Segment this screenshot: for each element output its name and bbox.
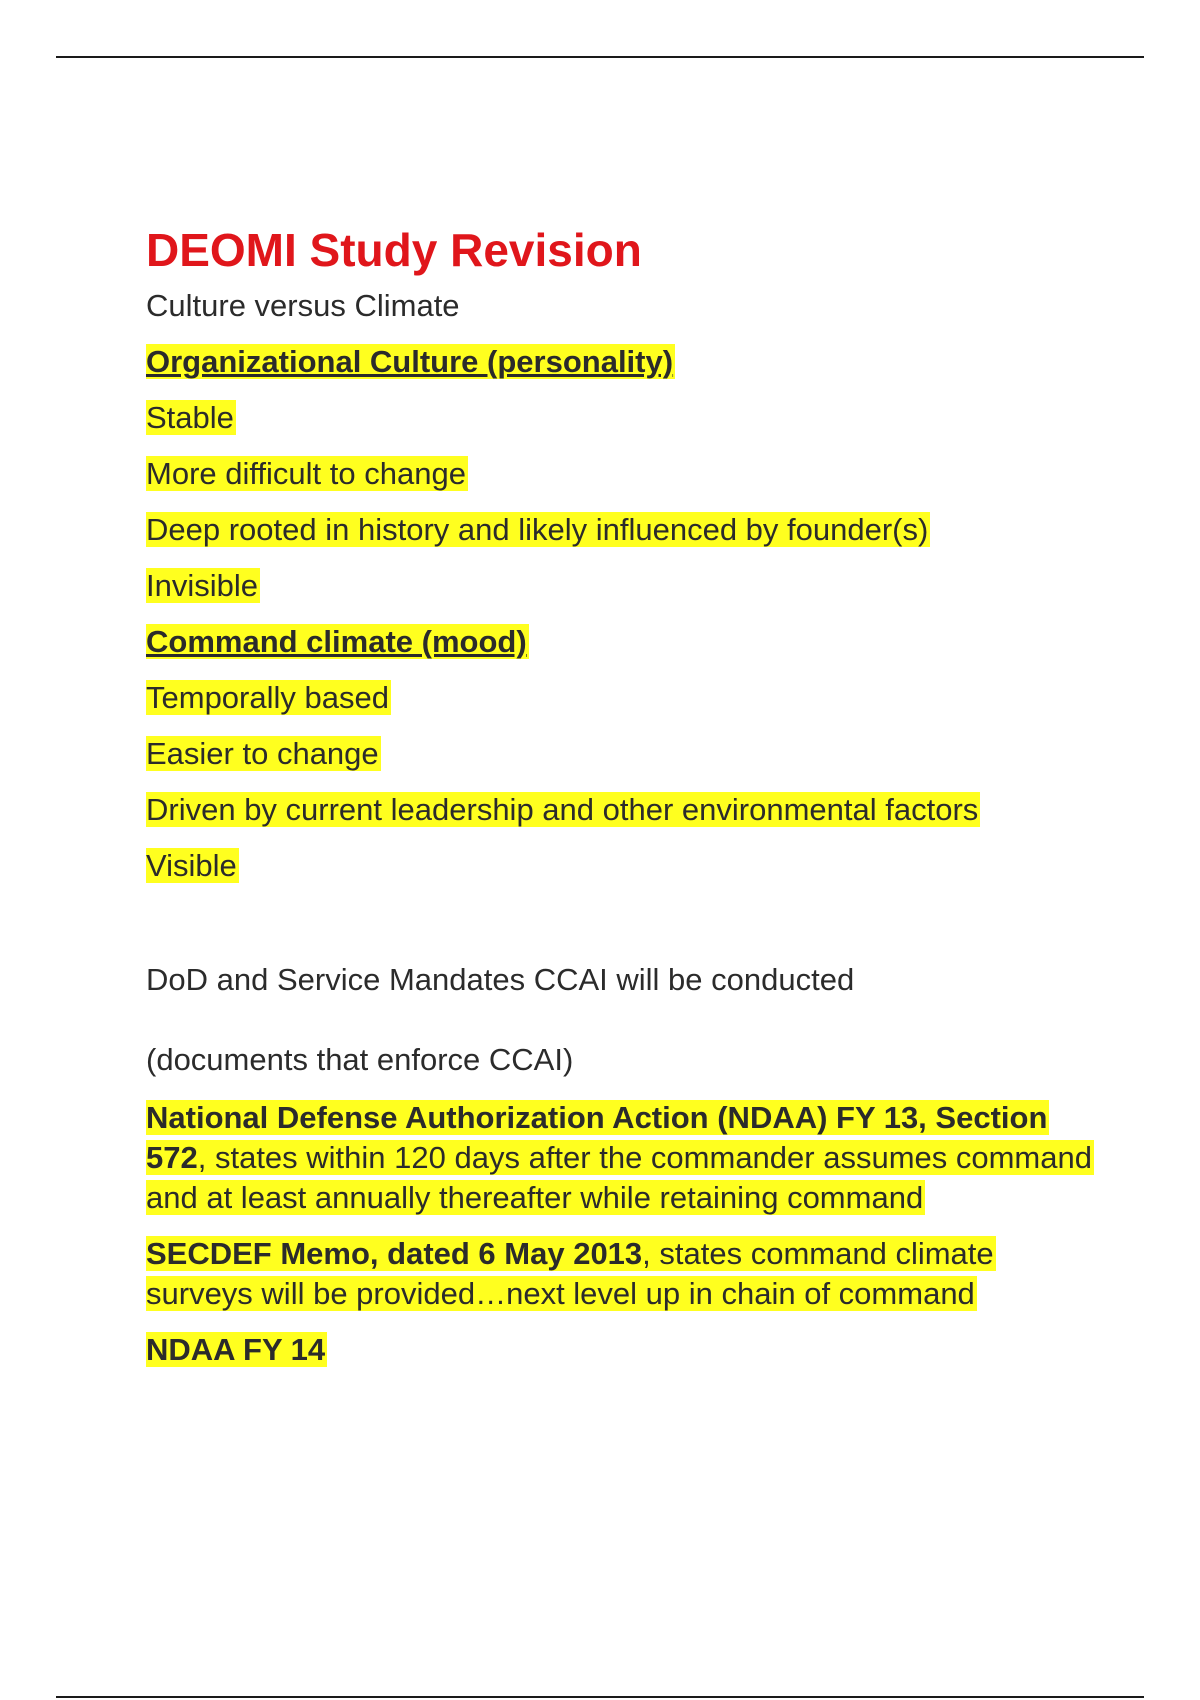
mandates-note xyxy=(146,1042,1096,1078)
climate-item xyxy=(146,680,1096,716)
culture-item-text: Invisible xyxy=(146,568,258,603)
ndaa14-bold: NDAA FY 14 xyxy=(146,1332,326,1367)
culture-item-text: Deep rooted in history and likely influenced by founder(s) xyxy=(146,512,929,547)
culture-item xyxy=(146,400,1096,436)
bottom-rule xyxy=(56,1696,1144,1698)
culture-item-text: Stable xyxy=(146,400,234,435)
ndaa14-paragraph xyxy=(146,1330,1096,1370)
climate-heading-text: Command climate (mood) xyxy=(146,624,527,659)
secdef-highlight xyxy=(146,1236,996,1311)
climate-item xyxy=(146,736,1096,772)
culture-item xyxy=(146,568,1096,604)
climate-item xyxy=(146,792,1096,828)
culture-item-text: More difficult to change xyxy=(146,456,466,491)
climate-item-text: Temporally based xyxy=(146,680,389,715)
subtitle-text: Culture versus Climate xyxy=(146,288,460,323)
ndaa13-paragraph xyxy=(146,1098,1096,1218)
culture-heading-text: Organizational Culture (personality) xyxy=(146,344,674,379)
ndaa14-highlight xyxy=(146,1332,327,1367)
mandates-line xyxy=(146,962,1096,998)
culture-heading xyxy=(146,344,1096,380)
culture-item xyxy=(146,456,1096,492)
climate-heading xyxy=(146,624,1096,660)
climate-item xyxy=(146,848,1096,884)
top-rule xyxy=(56,56,1144,58)
secdef-paragraph xyxy=(146,1234,1096,1314)
mandates-note-text: (documents that enforce CCAI) xyxy=(146,1042,574,1077)
secdef-text: , states command climate surveys will be provided…next level up in chain of command xyxy=(146,1236,994,1311)
section-subtitle xyxy=(146,288,1096,324)
culture-item xyxy=(146,512,1096,548)
climate-item-text: Visible xyxy=(146,848,237,883)
ndaa13-highlight xyxy=(146,1100,1094,1215)
climate-item-text: Easier to change xyxy=(146,736,379,771)
document-title: DEOMI Study Revision xyxy=(146,224,642,276)
ndaa13-text: , states within 120 days after the commander assumes command and at least annually thereafter while retaining command xyxy=(146,1140,1092,1215)
mandates-text: DoD and Service Mandates CCAI will be conducted xyxy=(146,962,855,997)
document-body xyxy=(146,222,1096,1386)
secdef-bold: SECDEF Memo, dated 6 May 2013 xyxy=(146,1236,643,1271)
climate-item-text: Driven by current leadership and other environmental factors xyxy=(146,792,979,827)
ndaa13-bold: National Defense Authorization Action (NDAA) FY 13, Section 572 xyxy=(146,1100,1048,1175)
